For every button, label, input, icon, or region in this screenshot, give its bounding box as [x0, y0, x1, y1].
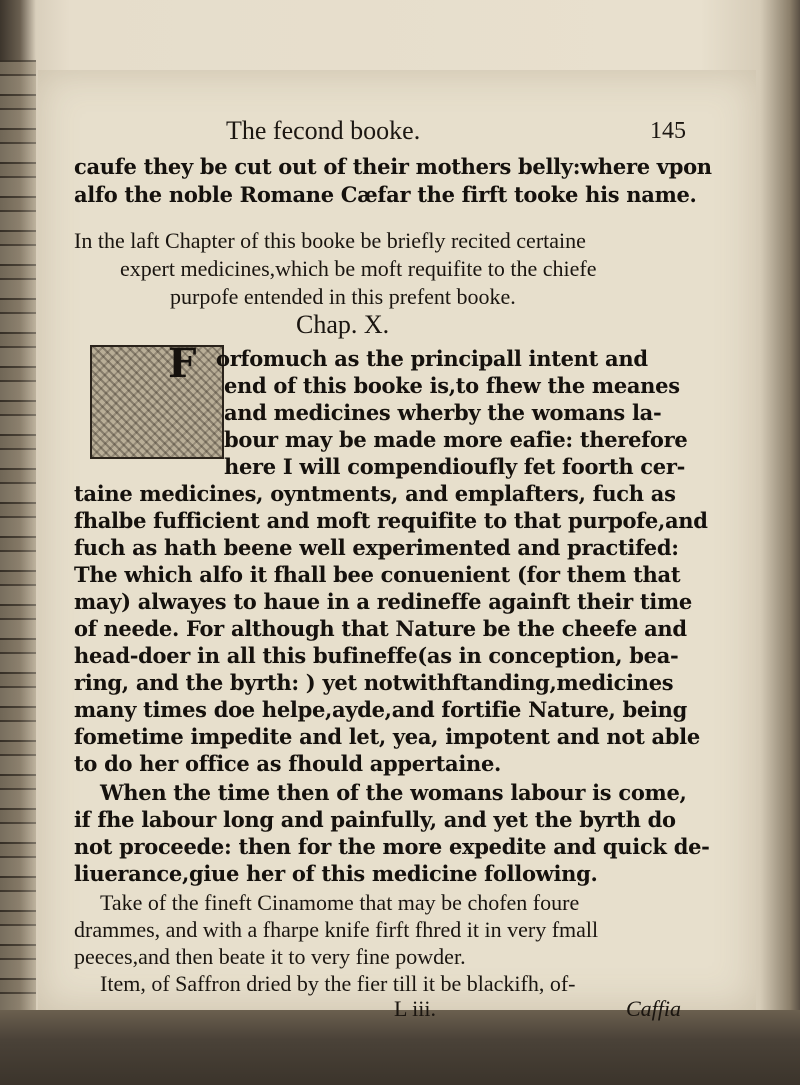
- initial-letter: F: [168, 340, 197, 387]
- text-line: drammes, and with a fharpe knife firft fhred it in very fmall: [74, 917, 599, 942]
- text-line: head-doer in all this bufineffe(as in conception, bea-: [74, 643, 679, 668]
- text-line: caufe they be cut out of their mothers belly:where vpon: [74, 154, 712, 179]
- page-number: 145: [650, 118, 686, 144]
- text-line: When the time then of the womans labour is come,: [100, 780, 687, 805]
- text-line: orfomuch as the principall intent and: [216, 346, 648, 371]
- text-line: not proceede: then for the more expedite and quick de-: [74, 834, 710, 859]
- text-line: many times doe helpe,ayde,and fortifie Nature, being: [74, 697, 688, 722]
- signature-mark: L iii.: [394, 996, 436, 1021]
- text-line: fometime impedite and let, yea, impotent and not able: [74, 724, 700, 749]
- text-line: may) alwayes to haue in a redineffe againft their time: [74, 589, 692, 614]
- text-line: here I will compendioufly fet foorth cer-: [224, 454, 686, 479]
- text-line: peeces,and then beate it to very fine powder.: [74, 944, 466, 969]
- running-head: The fecond booke.: [226, 116, 421, 145]
- text-line: Take of the fineft Cinamome that may be chofen foure: [100, 890, 580, 915]
- chapter-heading: Chap. X.: [296, 310, 390, 339]
- text-line: fhalbe fufficient and moft requifite to that purpofe,and: [74, 508, 708, 533]
- text-line: ring, and the byrth: ) yet notwithftanding,medicines: [74, 670, 674, 695]
- decorated-initial-block: [90, 345, 224, 459]
- text-line: alfo the noble Romane Cæfar the firft tooke his name.: [74, 182, 697, 207]
- text-line: bour may be made more eafie: therefore: [224, 427, 688, 452]
- summary-line: purpofe entended in this prefent booke.: [170, 284, 516, 309]
- text-line: The which alfo it fhall bee conuenient (for them that: [74, 562, 681, 587]
- text-line: and medicines wherby the womans la-: [224, 400, 662, 425]
- text-line: Item, of Saffron dried by the fier till it be blackifh, of-: [100, 971, 576, 996]
- text-line: taine medicines, oyntments, and emplafters, fuch as: [74, 481, 676, 506]
- page: [38, 70, 756, 1021]
- text-line: liuerance,giue her of this medicine following.: [74, 861, 598, 886]
- book-page-edges: [0, 60, 36, 1020]
- page-header: [38, 116, 756, 156]
- text-line: end of this booke is,to fhew the meanes: [224, 373, 680, 398]
- text-line: fuch as hath beene well experimented and practifed:: [74, 535, 679, 560]
- summary-line: In the laft Chapter of this booke be briefly recited certaine: [74, 228, 586, 253]
- summary-line: expert medicines,which be moft requifite to the chiefe: [120, 256, 597, 281]
- text-line: to do her office as fhould appertaine.: [74, 751, 502, 776]
- text-line: of neede. For although that Nature be the cheefe and: [74, 616, 687, 641]
- text-line: if fhe labour long and painfully, and yet the byrth do: [74, 807, 676, 832]
- catchword: Caffia: [626, 996, 682, 1021]
